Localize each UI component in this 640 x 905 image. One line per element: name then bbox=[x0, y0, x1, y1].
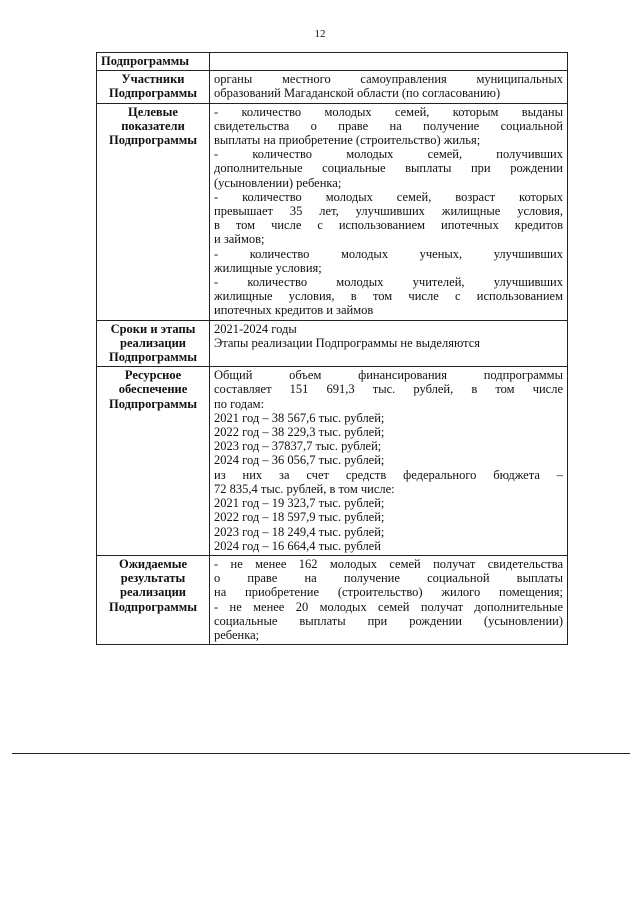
label-line: реализации bbox=[120, 585, 186, 600]
row-label bbox=[97, 367, 210, 556]
label-line: реализации bbox=[120, 335, 186, 350]
label-line: показатели bbox=[121, 118, 185, 133]
row-value bbox=[210, 367, 568, 556]
value-line: дополнительные социальные выплаты при рождении bbox=[214, 161, 563, 176]
label-line: Подпрограммы bbox=[108, 133, 197, 148]
label-line: Подпрограммы bbox=[108, 599, 197, 614]
table-row bbox=[97, 53, 568, 71]
label-line: Подпрограммы bbox=[108, 350, 197, 365]
value-line: по годам: bbox=[214, 396, 265, 411]
table-row bbox=[97, 103, 568, 320]
value-line: и займов; bbox=[214, 232, 265, 247]
value-line: - количество молодых учителей, улучшивших bbox=[214, 275, 563, 290]
value-line: 2021 год – 38 567,6 тыс. рублей; bbox=[214, 410, 385, 425]
value-line: 2023 год – 18 249,4 тыс. рублей; bbox=[214, 524, 385, 539]
value-line: ипотечных кредитов и займов bbox=[214, 303, 374, 318]
value-line: составляет 151 691,3 тыс. рублей, в том числе bbox=[214, 382, 563, 397]
value-line: свидетельства о праве на получение социальной bbox=[214, 118, 563, 133]
value-line: - количество молодых семей, возраст которых bbox=[214, 189, 563, 204]
row-value bbox=[210, 555, 568, 644]
value-line: жилищные условия; bbox=[214, 260, 322, 275]
value-line: Общий объем финансирования подпрограммы bbox=[214, 368, 563, 383]
value-line: 2022 год – 18 597,9 тыс. рублей; bbox=[214, 510, 385, 525]
value-line: - количество молодых семей, получивших bbox=[214, 147, 563, 162]
row-label bbox=[97, 555, 210, 644]
row-value bbox=[210, 103, 568, 320]
value-line: Этапы реализации Подпрограммы не выделяются bbox=[214, 335, 481, 350]
value-line: ребенка; bbox=[214, 627, 260, 642]
value-line: органы местного самоуправления муниципальных bbox=[214, 72, 563, 87]
row-label bbox=[97, 320, 210, 367]
row-label: Подпрограммы bbox=[97, 53, 210, 71]
table-row bbox=[97, 367, 568, 556]
value-line: социальные выплаты при рождении (усыновлении) bbox=[214, 613, 563, 628]
page-number: 12 bbox=[314, 28, 326, 40]
value-line: из них за счет средств федерального бюджета – bbox=[214, 467, 563, 482]
value-line: на приобретение (строительство) жилого помещения; bbox=[214, 585, 563, 600]
value-line: жилищные условия, в том числе с использованием bbox=[214, 289, 563, 304]
label-line: Целевые bbox=[128, 104, 178, 119]
row-value bbox=[210, 320, 568, 367]
row-value bbox=[210, 71, 568, 103]
row-label bbox=[97, 71, 210, 103]
row-value bbox=[210, 53, 568, 71]
value-line: 2023 год – 37837,7 тыс. рублей; bbox=[214, 439, 382, 454]
value-line: - не менее 20 молодых семей получат дополнительные bbox=[214, 599, 563, 614]
bottom-divider bbox=[12, 753, 630, 754]
label-line: обеспечение bbox=[118, 382, 188, 397]
value-line: 72 835,4 тыс. рублей, в том числе: bbox=[214, 481, 395, 496]
value-line: (усыновлении) ребенка; bbox=[214, 175, 342, 190]
value-line: 2022 год – 38 229,3 тыс. рублей; bbox=[214, 425, 385, 440]
label-line: Подпрограммы bbox=[108, 396, 197, 411]
value-line: в том числе с использованием ипотечных кредитов bbox=[214, 218, 563, 233]
label-line: Ожидаемые bbox=[118, 556, 188, 571]
subprogram-passport-table bbox=[96, 52, 568, 645]
value-line: образований Магаданской области (по согласованию) bbox=[214, 86, 501, 101]
value-line: 2024 год – 36 056,7 тыс. рублей; bbox=[214, 453, 385, 468]
table-row bbox=[97, 555, 568, 644]
label-line: Подпрограммы bbox=[108, 86, 197, 101]
value-line: - количество молодых ученых, улучшивших bbox=[214, 246, 563, 261]
value-line: 2021 год – 19 323,7 тыс. рублей; bbox=[214, 496, 385, 511]
value-line: 2024 год – 16 664,4 тыс. рублей bbox=[214, 538, 381, 553]
value-line: - не менее 162 молодых семей получат свидетельства bbox=[214, 556, 563, 571]
value-line: - количество молодых семей, которым выданы bbox=[214, 104, 563, 119]
value-line: превышает 35 лет, улучшивших жилищные условия, bbox=[214, 204, 563, 219]
row-label bbox=[97, 103, 210, 320]
label-line: Участники bbox=[121, 72, 185, 87]
label-line: Ресурсное bbox=[124, 368, 182, 383]
value-line: о праве на получение социальной выплаты bbox=[214, 571, 563, 586]
value-line: 2021-2024 годы bbox=[214, 321, 297, 336]
table-row bbox=[97, 320, 568, 367]
label-line: результаты bbox=[120, 571, 186, 586]
table-row bbox=[97, 71, 568, 103]
label-line: Сроки и этапы bbox=[110, 321, 196, 336]
value-line: выплаты на приобретение (строительство) жилья; bbox=[214, 133, 481, 148]
